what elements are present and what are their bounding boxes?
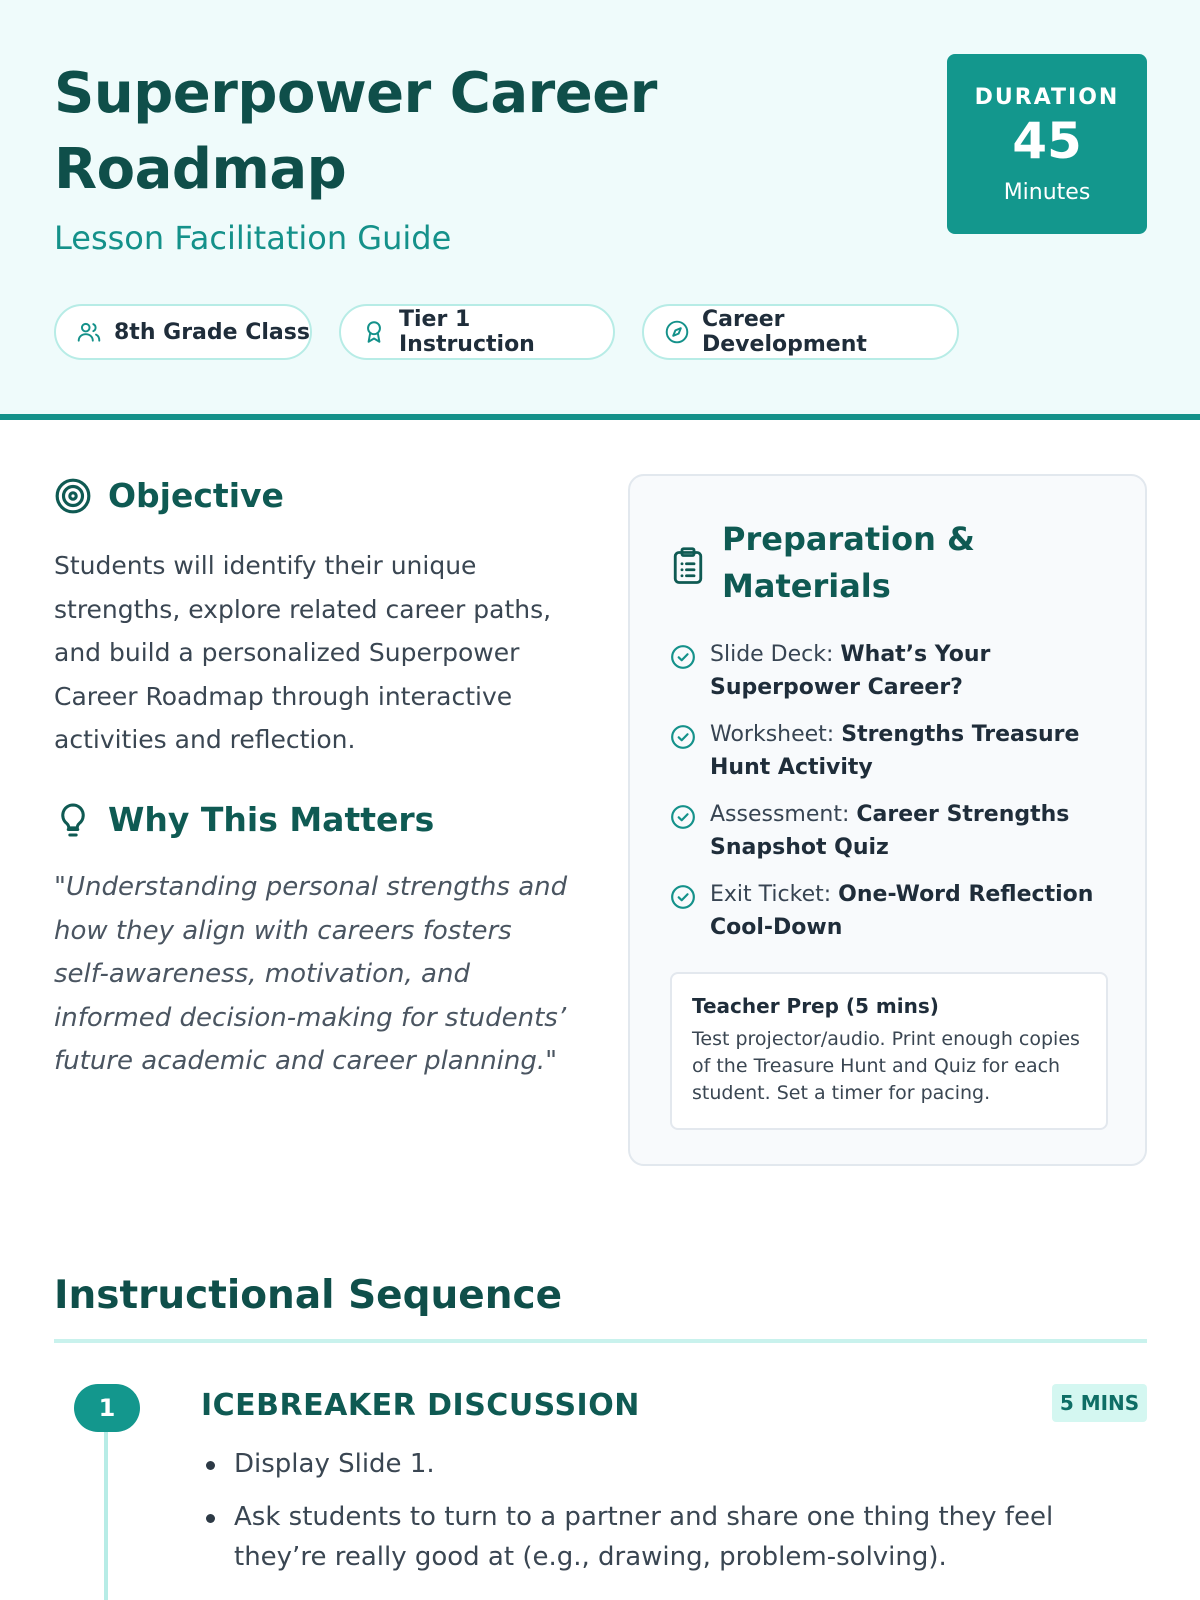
material-item xyxy=(670,718,1110,784)
material-text xyxy=(710,638,1110,704)
material-text xyxy=(710,718,1110,784)
material-type: Worksheet: xyxy=(710,722,842,747)
teacher-prep-title: Teacher Prep (5 mins) xyxy=(692,994,939,1018)
tag-label: Career Development xyxy=(702,307,867,357)
teacher-prep-note xyxy=(670,972,1108,1130)
material-item xyxy=(670,638,1110,704)
step-duration-badge: 5 MINS xyxy=(1052,1384,1147,1422)
step-number-badge: 1 xyxy=(74,1384,140,1432)
sequence-heading: Instructional Sequence xyxy=(54,1273,563,1318)
material-text xyxy=(710,878,1110,944)
timeline-line xyxy=(104,1430,108,1600)
list-item: Ask students to turn to a partner and share one thing they feel they’re really good at (e.g., drawing, problem-solving). xyxy=(201,1497,1131,1577)
why-quote: "Understanding personal strengths and how they align with careers fosters self-awareness, motivation, and informed decision-making for students’ future academic and career planning." xyxy=(54,872,568,1076)
tag-topic xyxy=(642,304,959,360)
check-circle-icon xyxy=(670,644,696,670)
duration-card xyxy=(947,54,1147,234)
material-type: Slide Deck: xyxy=(710,642,841,667)
objective-heading-text: Objective xyxy=(108,476,284,515)
tag-label: 8th Grade Class xyxy=(114,319,310,345)
users-icon xyxy=(76,319,102,345)
material-name: One-Word Reflection Cool-Down xyxy=(710,882,1094,940)
teacher-prep-text: Test projector/audio. Print enough copies of the Treasure Hunt and Quiz for each student. Set a timer for pacing. xyxy=(692,1028,1080,1104)
compass-icon xyxy=(664,319,690,345)
objective-text: Students will identify their unique strengths, explore related career paths, and build a personalized Superpower Career Roadmap through interactive activities and reflection. xyxy=(54,551,552,754)
why-heading-text: Why This Matters xyxy=(108,800,435,839)
step-title: ICEBREAKER DISCUSSION xyxy=(201,1388,640,1423)
target-icon xyxy=(54,477,92,515)
objective-heading xyxy=(54,476,284,515)
tag-label: Tier 1 Instruction xyxy=(399,307,535,357)
clipboard-icon xyxy=(670,546,706,586)
material-text xyxy=(710,798,1110,864)
material-item xyxy=(670,878,1110,944)
lesson-header xyxy=(0,0,1200,420)
material-item xyxy=(670,798,1110,864)
material-type: Exit Ticket: xyxy=(710,882,839,907)
list-item: Display Slide 1. xyxy=(201,1444,1131,1484)
award-icon xyxy=(361,319,387,345)
preparation-heading: Preparation & Materials xyxy=(722,520,975,605)
page-title: Superpower Career Roadmap xyxy=(54,61,657,202)
duration-value: 45 xyxy=(1012,112,1082,170)
duration-label: DURATION xyxy=(974,85,1120,110)
material-type: Assessment: xyxy=(710,802,857,827)
step-bullet-list xyxy=(201,1444,1131,1590)
check-circle-icon xyxy=(670,884,696,910)
lightbulb-icon xyxy=(54,801,92,839)
check-circle-icon xyxy=(670,804,696,830)
tag-tier xyxy=(339,304,615,360)
duration-unit: Minutes xyxy=(1003,180,1091,205)
section-divider xyxy=(54,1339,1147,1343)
material-name: Career Strengths Snapshot Quiz xyxy=(710,802,1070,860)
check-circle-icon xyxy=(670,724,696,750)
tag-grade xyxy=(54,304,312,360)
page-subtitle: Lesson Facilitation Guide xyxy=(54,219,452,257)
why-heading xyxy=(54,800,434,839)
material-name: What’s Your Superpower Career? xyxy=(710,642,991,700)
preparation-card xyxy=(628,474,1147,1166)
material-name: Strengths Treasure Hunt Activity xyxy=(710,722,1080,780)
